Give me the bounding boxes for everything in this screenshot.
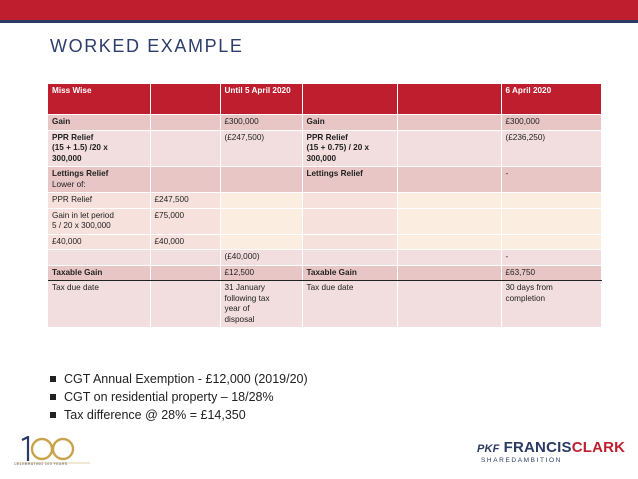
table-row-cap (48, 234, 601, 250)
firm-logo-clark: CLARK (571, 439, 626, 456)
gain-let-label (48, 208, 150, 234)
tax-due-a-line1: 31 January (224, 283, 266, 292)
gain-let-label-line1: Gain in let period (52, 210, 114, 220)
header-empty (150, 84, 220, 115)
top-brand-bar (0, 0, 638, 20)
bullet-text: CGT on residential property – 18/28% (64, 390, 274, 404)
ppr-label-b (302, 130, 397, 167)
table-header-row (48, 84, 601, 115)
taxable-value-a: £12,500 (220, 265, 302, 281)
tax-due-label-b: Tax due date (302, 281, 397, 328)
page-title: WORKED EXAMPLE (50, 36, 244, 56)
lettings-total-a: (£40,000) (220, 250, 302, 266)
table-row-gain (48, 115, 601, 131)
top-brand-rule (0, 20, 638, 23)
ppr-label-a-line1: PPR Relief (52, 132, 94, 142)
gain-label: Gain (48, 115, 150, 131)
gain-value-a: £300,000 (220, 115, 302, 131)
ppr-relief-label: PPR Relief (48, 193, 150, 209)
lettings-value-b: - (501, 167, 601, 193)
gain-let-value: £75,000 (150, 208, 220, 234)
gain-value-b: £300,000 (501, 115, 601, 131)
bullet-item (50, 388, 308, 406)
bullet-list (50, 370, 308, 424)
tax-due-a-line3: year of (224, 304, 250, 313)
tax-due-value-b (501, 281, 601, 328)
tax-due-a-line4: disposal (224, 314, 255, 324)
centenary-logo-text: CELEBRATING 100 YEARS (14, 462, 68, 466)
table-row-ppr-relief (48, 193, 601, 209)
tax-due-value-a (220, 281, 302, 328)
ppr-label-b-line3: 300,000 (306, 153, 337, 163)
table-row-lettings (48, 167, 601, 193)
firm-logo-francis: FRANCIS (503, 439, 572, 456)
header-empty (302, 84, 397, 115)
ppr-label-b-line2: (15 + 0.75) / 20 x (306, 143, 370, 152)
ppr-label-a (48, 130, 150, 167)
bullet-text: CGT Annual Exemption - £12,000 (2019/20) (64, 372, 308, 386)
ppr-label-a-line3: 300,000 (52, 153, 82, 163)
firm-logo-pkf: PKF (477, 443, 500, 455)
lettings-label-b: Lettings Relief (302, 167, 397, 193)
tax-due-b-line2: completion (505, 293, 546, 303)
header-empty (397, 84, 501, 115)
ppr-label-a-line2: (15 + 1.5) /20 x (52, 143, 108, 152)
ppr-label-b-line1: PPR Relief (306, 132, 348, 142)
ppr-relief-value: £247,500 (150, 193, 220, 209)
square-bullet-icon (50, 394, 56, 400)
taxable-label-b: Taxable Gain (302, 265, 397, 281)
lettings-sub: Lower of: (52, 179, 86, 189)
firm-logo-tagline: SHAREDAMBITION (481, 457, 562, 464)
lettings-label: Lettings Relief (52, 169, 109, 178)
bullet-item (50, 370, 308, 388)
cap-label: £40,000 (48, 234, 150, 250)
table-row-gain-let (48, 208, 601, 234)
bullet-text: Tax difference @ 28% = £14,350 (64, 408, 246, 422)
header-until-5-april: Until 5 April 2020 (220, 84, 302, 115)
bullet-item (50, 406, 308, 424)
table-row-ppr (48, 130, 601, 167)
square-bullet-icon (50, 412, 56, 418)
lettings-total-b: - (501, 250, 601, 266)
ppr-value-a: (£247,500) (220, 130, 302, 167)
table-row-tax-due (48, 281, 601, 328)
gain-label-b: Gain (302, 115, 397, 131)
tax-due-b-line1: 30 days from (505, 283, 553, 292)
header-6-april: 6 April 2020 (501, 84, 601, 115)
tax-due-a-line2: following tax (224, 293, 270, 303)
square-bullet-icon (50, 376, 56, 382)
tax-due-label: Tax due date (48, 281, 150, 328)
firm-logo (477, 439, 625, 456)
taxable-value-b: £63,750 (501, 265, 601, 281)
table-row-taxable (48, 265, 601, 281)
cap-value: £40,000 (150, 234, 220, 250)
worked-example-table (48, 84, 602, 328)
ppr-value-b: (£236,250) (501, 130, 601, 167)
header-name: Miss Wise (48, 84, 150, 115)
lettings-label-a (48, 167, 150, 193)
taxable-label: Taxable Gain (48, 265, 150, 281)
gain-let-label-line2: 5 / 20 x 300,000 (52, 221, 111, 230)
table-row-lettings-total (48, 250, 601, 266)
